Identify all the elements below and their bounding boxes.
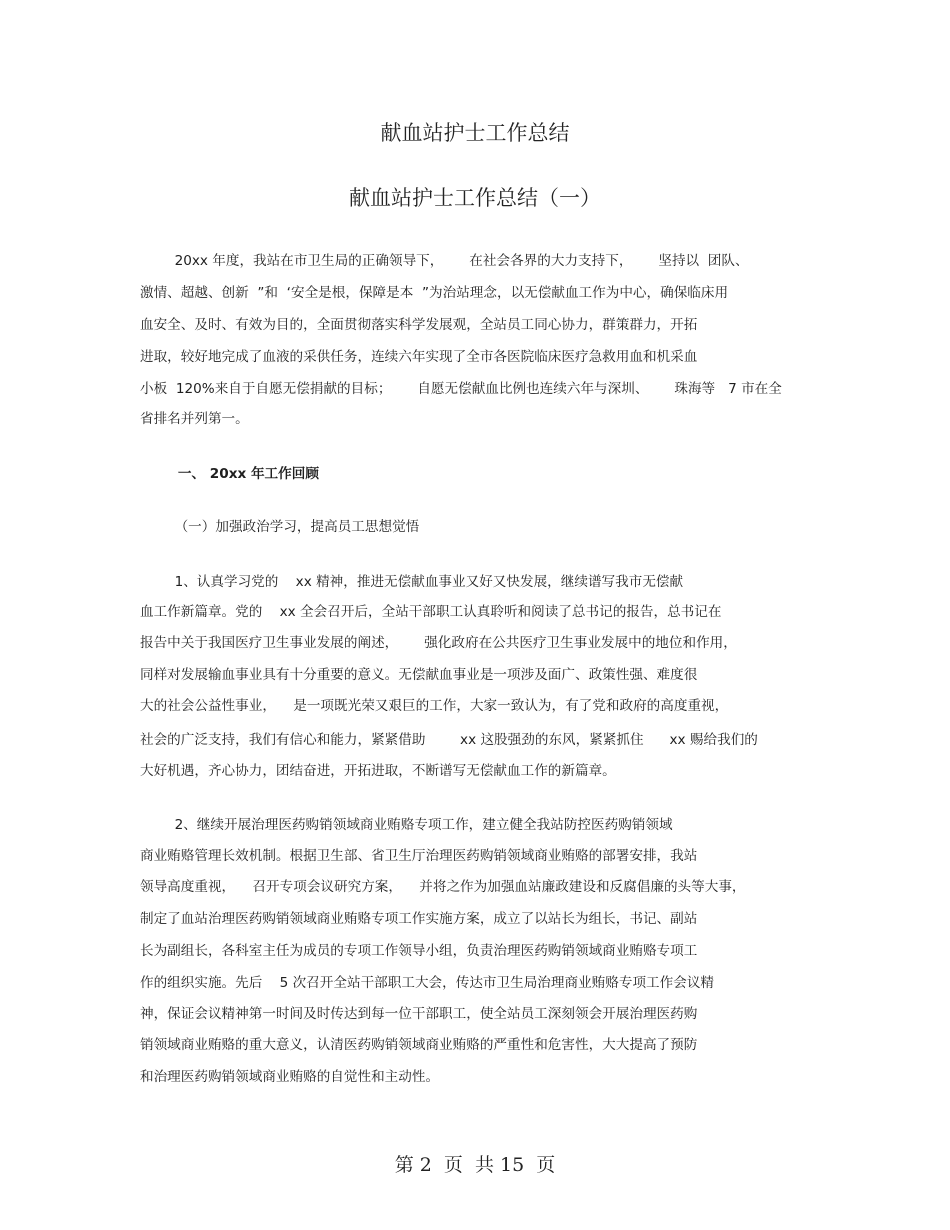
item-2-line-3: 领导高度重视， 召开专项会议研究方案， 并将之作为加强血站廉政建设和反腐倡廉的头等大事，	[140, 879, 746, 895]
item-1-line-7: 大好机遇，齐心协力，团结奋进，开拓进取，不断谱写无偿献血工作的新篇章。	[140, 763, 616, 779]
paragraph-1-line-6: 省排名并列第一。	[140, 411, 249, 427]
item-1-line-3: 报告中关于我国医疗卫生事业发展的阐述， 强化政府在公共医疗卫生事业发展中的地位和作用，	[140, 635, 737, 651]
item-1-line-5: 大的社会公益性事业， 是一项既光荣又艰巨的工作，大家一致认为，有了党和政府的高度重视，	[140, 698, 729, 714]
item-1-line-1: 1、认真学习党的 xx 精神，推进无偿献血事业又好又快发展，继续谱写我市无偿献	[140, 574, 684, 590]
item-1-line-6: 社会的广泛支持，我们有信心和能力，紧紧借助 xx 这股强劲的东风，紧紧抓住 xx 赐给我们的	[140, 732, 758, 748]
paragraph-1-line-3: 血安全、及时、有效为目的，全面贯彻落实科学发展观，全站员工同心协力，群策群力，开拓	[140, 317, 698, 333]
paragraph-1-line-1: 20xx 年度，我站在市卫生局的正确领导下， 在社会各界的大力支持下， 坚持以 团队、	[140, 253, 749, 269]
item-2-line-8: 销领域商业贿赂的重大意义，认清医药购销领域商业贿赂的严重性和危害性，大大提高了预防	[140, 1037, 698, 1053]
document-subtitle: 献血站护士工作总结（一）	[349, 186, 601, 210]
item-2-line-7: 神，保证会议精神第一时间及时传达到每一位干部职工，使全站员工深刻领会开展治理医药购	[140, 1006, 698, 1022]
item-2-line-6: 作的组织实施。先后 5 次召开全站干部职工大会，传达市卫生局治理商业贿赂专项工作会议精	[140, 975, 715, 991]
paragraph-1-line-4: 进取，较好地完成了血液的采供任务，连续六年实现了全市各医院临床医疗急救用血和机采血	[140, 349, 698, 365]
item-1-line-4: 同样对发展输血事业具有十分重要的意义。无偿献血事业是一项涉及面广、政策性强、难度很	[140, 667, 698, 683]
subsection-heading-1: （一）加强政治学习，提高员工思想觉悟	[140, 519, 420, 535]
item-1-line-2: 血工作新篇章。党的 xx 全会召开后，全站干部职工认真聆听和阅读了总书记的报告，总书记在	[140, 604, 722, 620]
page-number-footer: 第 2 页 共 15 页	[394, 1154, 556, 1176]
item-2-line-9: 和治理医药购销领域商业贿赂的自觉性和主动性。	[140, 1069, 440, 1085]
document-title: 献血站护士工作总结	[380, 121, 570, 145]
item-2-line-2: 商业贿赂管理长效机制。根据卫生部、省卫生厅治理医药购销领域商业贿赂的部署安排，我站	[140, 848, 698, 864]
item-2-line-1: 2、继续开展治理医药购销领域商业贿赂专项工作，建立健全我站防控医药购销领域	[140, 817, 673, 833]
paragraph-1-line-5: 小板 120%来自于自愿无偿捐献的目标； 自愿无偿献血比例也连续六年与深圳、 珠海等 7 市在全	[140, 381, 782, 397]
paragraph-1-line-2: 激情、超越、创新 ”和 ‘安全是根，保障是本 ”为治站理念，以无偿献血工作为中心，确保临床用	[140, 285, 729, 301]
section-heading-1: 一、 20xx 年工作回顾	[140, 466, 319, 482]
item-2-line-4: 制定了血站治理医药购销领域商业贿赂专项工作实施方案，成立了以站长为组长，书记、副站	[140, 911, 698, 927]
item-2-line-5: 长为副组长，各科室主任为成员的专项工作领导小组，负责治理医药购销领域商业贿赂专项工	[140, 943, 698, 959]
